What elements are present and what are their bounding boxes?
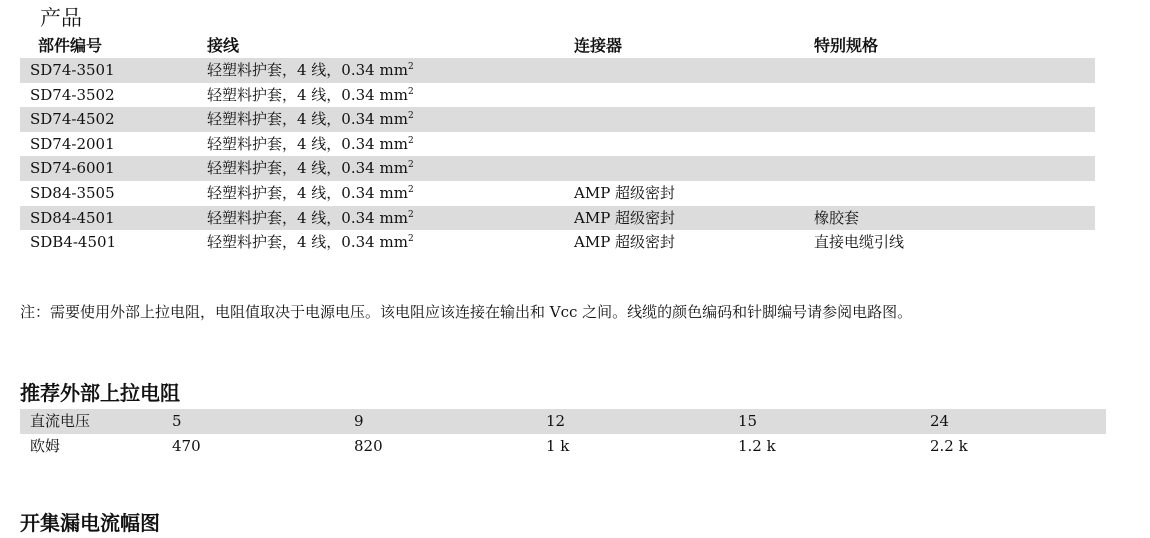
connector-cell [574,181,675,206]
row-label-cell: 直流电压 [30,412,91,430]
header-special-spec: 特别规格 [814,36,879,55]
table-row [20,132,1095,157]
table-row [20,107,1095,132]
part-number-cell-text: SD74-6001 [30,159,115,178]
connector-cell-text: AMP 超级密封 [574,183,676,202]
value-cell: 12 [546,412,566,430]
table-row [20,83,1095,108]
wiring-cell [207,181,414,206]
part-number-cell-text: SD74-3501 [30,61,115,79]
value-cell: 24 [930,412,950,430]
header-part-number: 部件编号 [38,36,103,55]
products-table [20,34,1095,255]
pullup-note: 注：需要使用外部上拉电阻，电阻值取决于电源电压。该电阻应该连接在输出和 Vcc 之间。线缆的颜色编码和针脚编号请参阅电路图。 [20,303,913,321]
wiring-cell-text: 轻塑料护套，4 线，0.34 mm [207,159,408,178]
wiring-cell-text: 轻塑料护套，4 线，0.34 mm [207,85,408,104]
part-number-cell [30,83,115,108]
value-cell: 1 k [546,436,570,455]
wiring-cell [207,132,414,157]
unit-superscript: 2 [407,160,414,171]
part-number-cell-text: SD74-2001 [30,134,115,153]
unit-superscript: 2 [407,135,414,146]
wiring-cell-text: 轻塑料护套，4 线，0.34 mm [207,110,408,129]
unit-superscript: 2 [407,111,414,122]
part-number-cell [30,132,115,157]
wiring-cell-text: 轻塑料护套，4 线，0.34 mm [207,61,408,79]
value-cell: 820 [354,436,383,455]
wiring-cell-text: 轻塑料护套，4 线，0.34 mm [207,233,408,252]
value-cell: 15 [738,412,758,430]
value-cell: 2.2 k [930,436,968,455]
value-cell: 1.2 k [738,436,776,455]
wiring-cell [207,58,414,83]
special-spec-cell [814,230,904,255]
part-number-cell-text: SD84-3505 [30,183,115,202]
part-number-cell-text: SD74-4502 [30,110,115,129]
value-cell: 5 [172,412,182,430]
wiring-cell-text: 轻塑料护套，4 线，0.34 mm [207,208,408,227]
part-number-cell-text: SD84-4501 [30,208,115,227]
unit-superscript: 2 [407,209,414,220]
wiring-cell-text: 轻塑料护套，4 线，0.34 mm [207,134,408,153]
table-row [20,409,1106,434]
table-row [20,206,1095,231]
special-spec-cell-text: 橡胶套 [814,208,860,227]
table-row [20,58,1095,83]
part-number-cell [30,107,115,132]
header-wiring: 接线 [207,36,240,55]
table-row [20,434,1106,459]
pullup-table [20,409,1106,458]
connector-cell-text: AMP 超级密封 [574,233,676,252]
table-row [20,230,1095,255]
unit-superscript: 2 [407,184,414,195]
wiring-cell [207,206,414,231]
value-cell: 9 [354,412,364,430]
wiring-cell [207,230,414,255]
pullup-title: 推荐外部上拉电阻 [20,381,180,405]
connector-cell [574,206,675,231]
connector-cell-text: AMP 超级密封 [574,208,676,227]
unit-superscript: 2 [407,234,414,245]
products-table-header [20,34,1095,58]
special-spec-cell [814,206,859,231]
unit-superscript: 2 [407,62,414,72]
header-connector: 连接器 [574,36,623,55]
part-number-cell-text: SD74-3502 [30,85,115,104]
next-section-title: 开集漏电流幅图 [20,511,160,535]
part-number-cell [30,156,115,181]
part-number-cell [30,58,115,83]
part-number-cell [30,206,115,231]
part-number-cell-text: SDB4-4501 [30,233,117,252]
wiring-cell [207,83,414,108]
unit-superscript: 2 [407,86,414,97]
value-cell: 470 [172,436,201,455]
wiring-cell [207,156,414,181]
table-row [20,156,1095,181]
connector-cell [574,230,675,255]
wiring-cell-text: 轻塑料护套，4 线，0.34 mm [207,183,408,202]
part-number-cell [30,181,115,206]
table-row [20,181,1095,206]
row-label-cell: 欧姆 [30,436,61,455]
part-number-cell [30,230,116,255]
wiring-cell [207,107,414,132]
special-spec-cell-text: 直接电缆引线 [814,233,905,252]
products-title: 产品 [40,6,82,30]
